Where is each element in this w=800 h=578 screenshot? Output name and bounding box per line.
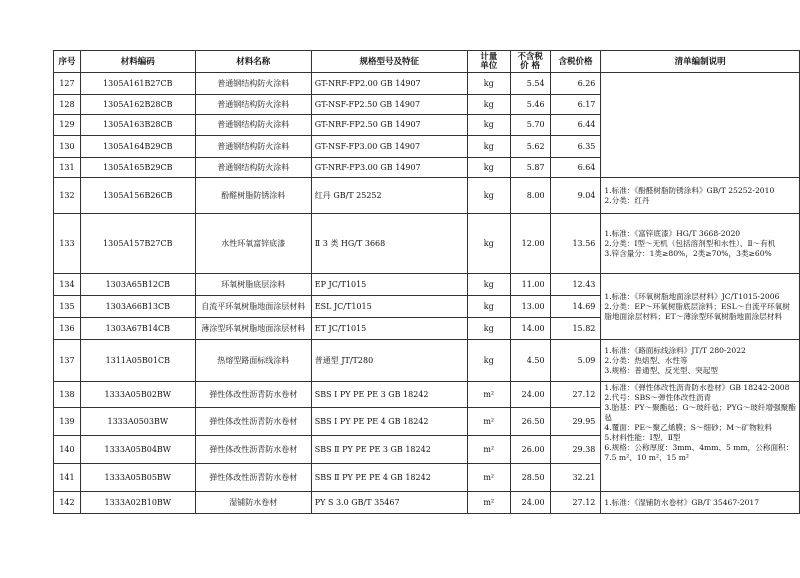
cell-unit: m² — [467, 408, 510, 436]
cell-unit: kg — [467, 318, 510, 340]
cell-seq: 132 — [54, 178, 81, 214]
cell-code: 1333A05B05BW — [80, 464, 195, 492]
cell-spec: SBS Ⅱ PY PE PE 4 GB 18242 — [311, 464, 467, 492]
cell-seq: 142 — [54, 492, 81, 514]
cell-name: 普通钢结构防火涂料 — [195, 158, 311, 178]
cell-spec: 红丹 GB/T 25252 — [311, 178, 467, 214]
cell-name: 水性环氧富锌底漆 — [195, 214, 311, 274]
cell-code: 1305A157B27CB — [80, 214, 195, 274]
cell-price-in: 32.21 — [550, 464, 601, 492]
cell-price-in: 29.38 — [550, 436, 601, 464]
cell-price-ex: 14.00 — [510, 318, 550, 340]
table-row — [54, 492, 800, 514]
cell-name: 热熔型路面标线涂料 — [195, 340, 311, 382]
cell-code: 1305A164B29CB — [80, 136, 195, 158]
cell-code: 1311A05B01CB — [80, 340, 195, 382]
cell-price-in: 6.17 — [550, 95, 601, 115]
cell-code: 1305A161B27CB — [80, 73, 195, 95]
cell-seq: 141 — [54, 464, 81, 492]
cell-price-ex: 24.00 — [510, 492, 550, 514]
cell-price-in: 9.04 — [550, 178, 601, 214]
cell-seq: 138 — [54, 382, 81, 408]
cell-name: 普通钢结构防火涂料 — [195, 115, 311, 136]
cell-spec: 普通型 JT/T280 — [311, 340, 467, 382]
cell-price-ex: 4.50 — [510, 340, 550, 382]
cell-seq: 140 — [54, 436, 81, 464]
cell-seq: 137 — [54, 340, 81, 382]
header-unit: 计量 单位 — [467, 51, 510, 73]
cell-spec: PY S 3.0 GB/T 35467 — [311, 492, 467, 514]
cell-price-ex: 5.87 — [510, 158, 550, 178]
cell-note: 1.标准：《弹性体改性沥青防水卷材》GB 18242-2008 2.代号：SBS～弹性体改性沥青 3.胎基：PY～聚酯毡；G～玻纤毡；PYG～玻纤增强聚酯毡 4.覆面：PE～聚乙烯膜；S～细砂；M～矿物粒料 5.材料性能：Ⅰ型、Ⅱ型 6.规格：公称厚度：3mm、4mm、5 mm，公称面积：7.5 m²、10 m²、15 m² — [601, 382, 800, 492]
cell-note: 1.标准：《湿铺防水卷材》GB/T 35467-2017 — [601, 492, 800, 514]
cell-unit: kg — [467, 115, 510, 136]
header-price-in: 含税价格 — [550, 51, 601, 73]
cell-price-in: 27.12 — [550, 492, 601, 514]
cell-note-empty — [601, 73, 800, 178]
table-row — [54, 274, 800, 296]
table-row — [54, 178, 800, 214]
cell-seq: 130 — [54, 136, 81, 158]
cell-unit: kg — [467, 296, 510, 318]
cell-price-ex: 11.00 — [510, 274, 550, 296]
cell-note: 1.标准：《路面标线涂料》JT/T 280-2022 2.分类：热熔型、水性等 3.规格：普通型、反光型、突起型 — [601, 340, 800, 382]
cell-unit: kg — [467, 158, 510, 178]
cell-code: 1305A162B28CB — [80, 95, 195, 115]
cell-price-in: 15.82 — [550, 318, 601, 340]
cell-unit: kg — [467, 274, 510, 296]
cell-price-ex: 28.50 — [510, 464, 550, 492]
cell-note: 1.标准：《富锌底漆》HG/T 3668-2020 2.分类：Ⅰ型～无机（包括溶剂型和水性）、Ⅱ～有机 3.锌含量分：1类≥80%，2类≥70%，3类≥60% — [601, 214, 800, 274]
cell-name: 弹性体改性沥青防水卷材 — [195, 464, 311, 492]
cell-name: 湿铺防水卷材 — [195, 492, 311, 514]
cell-code: 1333A0503BW — [80, 408, 195, 436]
header-name: 材料名称 — [195, 51, 311, 73]
cell-seq: 129 — [54, 115, 81, 136]
cell-name: 薄涂型环氧树脂地面涂层材料 — [195, 318, 311, 340]
cell-unit: kg — [467, 340, 510, 382]
table-row — [54, 382, 800, 408]
cell-unit: kg — [467, 73, 510, 95]
cell-price-in: 14.69 — [550, 296, 601, 318]
cell-price-ex: 8.00 — [510, 178, 550, 214]
cell-name: 弹性体改性沥青防水卷材 — [195, 436, 311, 464]
cell-price-ex: 5.62 — [510, 136, 550, 158]
cell-seq: 131 — [54, 158, 81, 178]
header-note: 清单编制说明 — [601, 51, 800, 73]
header-price-ex: 不含税 价 格 — [510, 51, 550, 73]
cell-name: 自流平环氧树脂地面涂层材料 — [195, 296, 311, 318]
cell-name: 普通钢结构防火涂料 — [195, 73, 311, 95]
cell-code: 1305A163B28CB — [80, 115, 195, 136]
cell-spec: GT-NRF-FP3.00 GB 14907 — [311, 158, 467, 178]
cell-code: 1333A02B10BW — [80, 492, 195, 514]
cell-price-in: 13.56 — [550, 214, 601, 274]
header-seq: 序号 — [54, 51, 81, 73]
cell-price-ex: 13.00 — [510, 296, 550, 318]
cell-unit: kg — [467, 178, 510, 214]
table-row — [54, 73, 800, 95]
materials-table — [53, 50, 800, 514]
cell-seq: 134 — [54, 274, 81, 296]
header-row — [54, 51, 800, 73]
cell-price-ex: 24.00 — [510, 382, 550, 408]
cell-spec: Ⅱ 3 类 HG/T 3668 — [311, 214, 467, 274]
cell-price-in: 6.26 — [550, 73, 601, 95]
cell-price-in: 6.35 — [550, 136, 601, 158]
cell-code: 1305A156B26CB — [80, 178, 195, 214]
cell-code: 1333A05B02BW — [80, 382, 195, 408]
cell-unit: m² — [467, 492, 510, 514]
cell-seq: 128 — [54, 95, 81, 115]
cell-price-ex: 26.00 — [510, 436, 550, 464]
cell-unit: m² — [467, 464, 510, 492]
table-row — [54, 214, 800, 274]
cell-code: 1303A66B13CB — [80, 296, 195, 318]
cell-spec: EP JC/T1015 — [311, 274, 467, 296]
cell-spec: ET JC/T1015 — [311, 318, 467, 340]
cell-price-ex: 5.70 — [510, 115, 550, 136]
cell-spec: GT-NRF-FP2.50 GB 14907 — [311, 115, 467, 136]
cell-code: 1303A67B14CB — [80, 318, 195, 340]
cell-name: 弹性体改性沥青防水卷材 — [195, 382, 311, 408]
cell-unit: m² — [467, 382, 510, 408]
cell-price-in: 12.43 — [550, 274, 601, 296]
cell-seq: 133 — [54, 214, 81, 274]
cell-spec: ESL JC/T1015 — [311, 296, 467, 318]
cell-code: 1303A65B12CB — [80, 274, 195, 296]
cell-name: 普通钢结构防火涂料 — [195, 95, 311, 115]
cell-spec: SBS Ⅰ PY PE PE 4 GB 18242 — [311, 408, 467, 436]
cell-price-ex: 5.54 — [510, 73, 550, 95]
cell-price-ex: 12.00 — [510, 214, 550, 274]
cell-seq: 139 — [54, 408, 81, 436]
cell-note: 1.标准：《环氧树脂地面涂层材料》JC/T1015-2006 2.分类：EP～环氧树脂底层涂料；ESL～自流平环氧树脂地面涂层材料；ET～薄涂型环氧树脂地面涂层材料 — [601, 274, 800, 340]
cell-code: 1333A05B04BW — [80, 436, 195, 464]
cell-spec: SBS Ⅱ PY PE PE 3 GB 18242 — [311, 436, 467, 464]
cell-spec: GT-NSF-FP3.00 GB 14907 — [311, 136, 467, 158]
cell-price-in: 6.64 — [550, 158, 601, 178]
cell-seq: 136 — [54, 318, 81, 340]
cell-price-ex: 26.50 — [510, 408, 550, 436]
cell-unit: m² — [467, 436, 510, 464]
cell-code: 1305A165B29CB — [80, 158, 195, 178]
cell-price-in: 6.44 — [550, 115, 601, 136]
cell-price-in: 27.12 — [550, 382, 601, 408]
cell-name: 酚醛树脂防锈涂料 — [195, 178, 311, 214]
cell-price-in: 29.95 — [550, 408, 601, 436]
cell-name: 普通钢结构防火涂料 — [195, 136, 311, 158]
cell-unit: kg — [467, 95, 510, 115]
cell-seq: 127 — [54, 73, 81, 95]
cell-name: 环氧树脂底层涂料 — [195, 274, 311, 296]
header-code: 材料编码 — [80, 51, 195, 73]
cell-spec: GT-NSF-FP2.50 GB 14907 — [311, 95, 467, 115]
cell-name: 弹性体改性沥青防水卷材 — [195, 408, 311, 436]
cell-unit: kg — [467, 136, 510, 158]
cell-price-in: 5.09 — [550, 340, 601, 382]
cell-price-ex: 5.46 — [510, 95, 550, 115]
cell-seq: 135 — [54, 296, 81, 318]
table-row — [54, 340, 800, 382]
cell-spec: SBS Ⅰ PY PE PE 3 GB 18242 — [311, 382, 467, 408]
header-spec: 规格型号及特征 — [311, 51, 467, 73]
cell-unit: kg — [467, 214, 510, 274]
cell-note: 1.标准：《酚醛树脂防锈涂料》GB/T 25252-2010 2.分类：红丹 — [601, 178, 800, 214]
cell-spec: GT-NRF-FP2.00 GB 14907 — [311, 73, 467, 95]
